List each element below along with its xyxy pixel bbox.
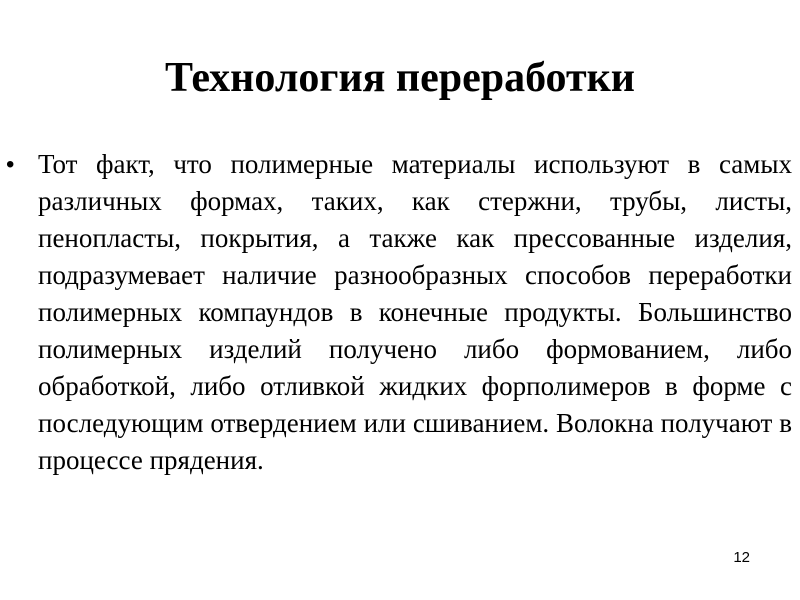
bullet-text: Тот факт, что полимерные материалы используют в самых различных формах, таких, как стержни, трубы, листы, пенопласты, покрытия, а также как прессованные изделия, подразумевает наличие разнообразных способов переработки полимерных компаундов в конечные продукты. Большинство полимерных изделий получено либо формованием, либо обработкой, либо отливкой жидких форполимеров в форме с последующим отвердением или сшиванием. Волокна получают в процессе прядения. [38,149,792,475]
bullet-list [0,146,800,479]
bullet-item [0,146,800,479]
slide-number: 12 [733,549,750,566]
slide-title: Технология переработки [164,55,636,101]
bullet-marker-icon: • [6,151,15,178]
